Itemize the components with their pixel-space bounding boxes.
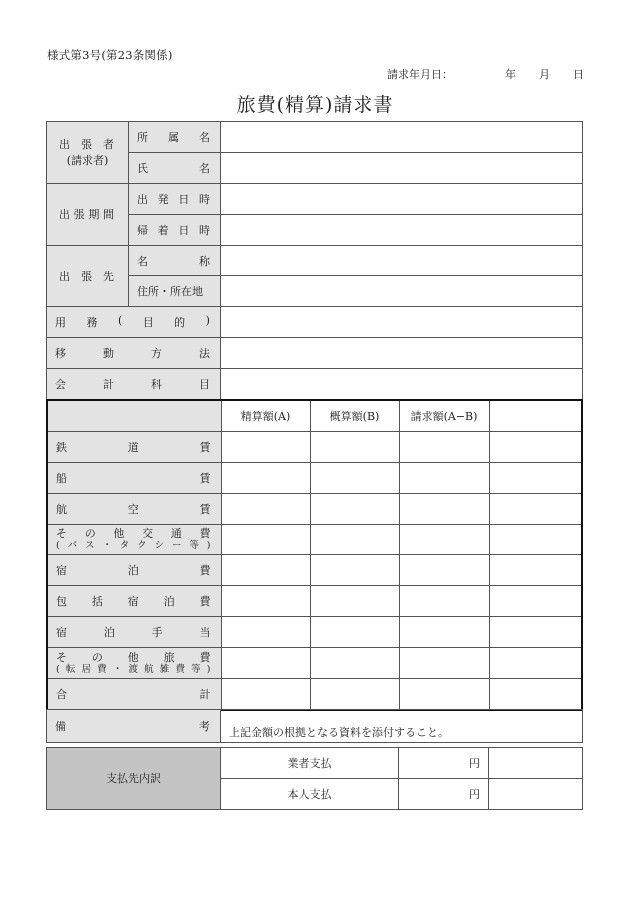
- form-number: 様式第3号(第23条関係): [47, 48, 173, 62]
- payment-breakdown-table: [46, 747, 583, 810]
- cost-row-label: [47, 648, 221, 679]
- label-char: の: [84, 527, 96, 540]
- vendor-payment-extra[interactable]: [489, 748, 583, 779]
- label-char: そ: [56, 527, 67, 540]
- label-char: 称: [199, 254, 210, 268]
- label-char: の: [91, 650, 103, 664]
- label-subchar: ): [206, 540, 211, 551]
- label-char: そ: [56, 650, 67, 664]
- label-subchar: 雑: [159, 663, 170, 675]
- label-char: 氏: [137, 161, 148, 175]
- label-char: 期: [88, 208, 100, 222]
- label-char: 所: [137, 130, 148, 144]
- label-subchar: (: [56, 663, 60, 675]
- label-char: 方: [151, 347, 162, 361]
- label-subchar: ・: [112, 663, 123, 675]
- cost-row: [47, 648, 582, 679]
- label-char: 移: [55, 347, 66, 361]
- label-subchar: タ: [119, 540, 130, 551]
- label-subchar: 渡: [128, 663, 138, 675]
- cost-amount-cell[interactable]: [399, 431, 489, 462]
- label-char: (: [117, 314, 123, 328]
- cost-amount-cell[interactable]: [399, 648, 489, 679]
- cost-amount-cell[interactable]: [489, 493, 582, 524]
- document-title: 旅費(精算)請求書: [236, 94, 394, 116]
- label-char: 張: [81, 269, 92, 283]
- cost-amount-cell[interactable]: [489, 679, 582, 710]
- cost-amount-cell[interactable]: [399, 524, 489, 555]
- label-char: 宿: [56, 564, 67, 578]
- traveler-group-label: [47, 122, 129, 184]
- remarks-note: 上記金額の根拠となる資料を添付すること。: [229, 725, 449, 739]
- cost-row-label: [47, 679, 221, 710]
- label-char: 時: [198, 223, 210, 237]
- purpose-field[interactable]: [221, 307, 583, 338]
- return-field[interactable]: [221, 214, 583, 245]
- date-month-unit: 月: [539, 68, 550, 81]
- cost-amount-cell[interactable]: [399, 555, 489, 586]
- cost-amount-cell[interactable]: [221, 679, 310, 710]
- label-char: 計: [103, 378, 114, 392]
- cost-amount-cell[interactable]: [310, 617, 399, 648]
- cost-amount-cell[interactable]: [489, 648, 582, 679]
- label-char: 着: [157, 223, 169, 237]
- account-field[interactable]: [221, 369, 583, 400]
- affiliation-field[interactable]: [221, 122, 583, 153]
- label-char: 道: [127, 440, 139, 454]
- cost-amount-cell[interactable]: [310, 648, 399, 679]
- payment-breakdown-label: 支払先内訳: [47, 748, 221, 810]
- cost-header-corner: [47, 400, 221, 431]
- cost-amount-cell[interactable]: [310, 462, 399, 493]
- cost-header-row: [47, 400, 582, 431]
- cost-amount-cell[interactable]: [399, 462, 489, 493]
- cost-amount-cell[interactable]: [399, 617, 489, 648]
- self-payment-extra[interactable]: [489, 778, 583, 809]
- label-char: 他: [127, 650, 139, 664]
- label-char: 包: [56, 595, 67, 609]
- purpose-label: [47, 307, 221, 338]
- label-char: 用: [55, 316, 66, 330]
- cost-row-label: [47, 555, 221, 586]
- label-char: 法: [199, 347, 210, 361]
- label-char: 船: [56, 471, 67, 485]
- header-estimated-amount: 概算額(B): [310, 400, 399, 431]
- cost-amount-cell[interactable]: [221, 617, 310, 648]
- cost-amount-cell[interactable]: [489, 555, 582, 586]
- label-subchar: ク: [137, 540, 147, 551]
- label-char: 交: [142, 527, 154, 540]
- cost-amount-cell[interactable]: [399, 493, 489, 524]
- traveler-group-title: [47, 136, 128, 152]
- label-char: 張: [81, 138, 92, 152]
- label-char: 日: [178, 223, 190, 237]
- traveler-group-subtitle: (請求者): [66, 154, 109, 168]
- remarks-table: [46, 709, 583, 743]
- label-char: 名: [199, 161, 210, 175]
- label-subchar: (: [56, 540, 60, 551]
- cost-amount-cell[interactable]: [310, 524, 399, 555]
- cost-row-label: [47, 493, 221, 524]
- label-char: ): [205, 314, 210, 328]
- cost-amount-cell[interactable]: [489, 617, 582, 648]
- label-char: 名: [199, 130, 210, 144]
- cost-table: [46, 399, 583, 711]
- label-subchar: 等: [189, 540, 199, 551]
- self-payment-amount[interactable]: [399, 778, 489, 809]
- yen-unit: 円: [469, 756, 480, 770]
- label-char: 賃: [199, 440, 211, 454]
- remarks-label: [47, 710, 221, 743]
- label-subchar: 航: [144, 663, 154, 675]
- label-char: 帰: [137, 223, 148, 237]
- label-subchar: ス: [84, 540, 95, 551]
- cost-row: [47, 617, 582, 648]
- yen-unit: 円: [469, 787, 480, 801]
- return-label: [129, 214, 221, 245]
- label-char: 名: [137, 254, 148, 268]
- vendor-payment-label: 業者支払: [221, 748, 399, 779]
- label-char: 日: [178, 192, 190, 206]
- destination-address-field[interactable]: [221, 276, 583, 307]
- cost-amount-cell[interactable]: [221, 586, 310, 617]
- cost-amount-cell[interactable]: [221, 493, 310, 524]
- label-char: 計: [199, 687, 211, 701]
- request-date-line: [387, 66, 584, 82]
- label-char: 出: [59, 138, 70, 152]
- cost-amount-cell[interactable]: [221, 555, 310, 586]
- label-char: 動: [103, 347, 114, 361]
- header-request-amount: 請求額(A−B): [399, 400, 489, 431]
- header-settled-amount: 精算額(A): [221, 400, 310, 431]
- cost-amount-cell[interactable]: [221, 462, 310, 493]
- destination-name-label: [129, 245, 221, 276]
- date-day-unit: 日: [573, 68, 584, 81]
- label-char: 出: [59, 269, 70, 283]
- label-subchar: 等: [191, 663, 201, 675]
- label-subchar: ・: [102, 540, 112, 551]
- date-year-unit: 年: [505, 68, 516, 81]
- label-char: 出: [137, 192, 148, 206]
- label-char: 会: [55, 378, 66, 392]
- label-char: 時: [198, 192, 210, 206]
- cost-row-label: [47, 586, 221, 617]
- label-char: 費: [199, 527, 211, 540]
- label-subchar: 居: [81, 663, 92, 675]
- label-subchar: 転: [65, 663, 76, 675]
- transport-label: [47, 338, 221, 369]
- label-char: 宿: [127, 595, 139, 609]
- period-group-label: [47, 183, 129, 245]
- cost-amount-cell[interactable]: [399, 679, 489, 710]
- label-char: 賃: [199, 471, 211, 485]
- cost-row-label: [47, 524, 221, 555]
- label-char: 賃: [199, 502, 211, 516]
- cost-row: [47, 462, 582, 493]
- self-payment-label: 本人支払: [221, 778, 399, 809]
- name-label: [129, 152, 221, 183]
- request-date-label: 請求年月日：: [387, 68, 453, 81]
- label-char: 他: [113, 527, 125, 540]
- label-char: 者: [103, 138, 114, 152]
- label-char: 括: [91, 595, 103, 609]
- cost-row: [47, 555, 582, 586]
- label-char: 旅: [163, 650, 175, 664]
- label-char: 通: [170, 527, 182, 540]
- cost-row: [47, 679, 582, 710]
- destination-group-label: [47, 245, 129, 307]
- header-blank: [489, 400, 582, 431]
- cost-amount-cell[interactable]: [399, 586, 489, 617]
- label-char: 科: [151, 378, 162, 392]
- label-char: 泊: [163, 595, 175, 609]
- label-subchar: 費: [97, 663, 107, 675]
- label-char: 泊: [103, 626, 115, 640]
- account-label: [47, 369, 221, 400]
- cost-row: [47, 586, 582, 617]
- cost-row: [47, 431, 582, 462]
- destination-name-field[interactable]: [221, 245, 583, 276]
- departure-field[interactable]: [221, 183, 583, 214]
- label-char: 考: [199, 719, 210, 733]
- vendor-payment-amount[interactable]: [399, 748, 489, 779]
- cost-amount-cell[interactable]: [310, 586, 399, 617]
- label-char: 的: [174, 316, 186, 330]
- cost-amount-cell[interactable]: [221, 524, 310, 555]
- label-subchar: 費: [175, 663, 185, 675]
- label-char: 泊: [127, 564, 139, 578]
- cost-amount-cell[interactable]: [310, 555, 399, 586]
- cost-row: [47, 493, 582, 524]
- cost-amount-cell[interactable]: [310, 679, 399, 710]
- label-char: 費: [199, 595, 211, 609]
- remarks-field[interactable]: [221, 710, 583, 743]
- destination-address-label: [129, 276, 221, 307]
- label-char: 合: [56, 687, 67, 701]
- label-char: 費: [199, 650, 211, 664]
- cost-amount-cell[interactable]: [489, 586, 582, 617]
- label-char: 務: [86, 316, 98, 330]
- label-char: 航: [56, 502, 67, 516]
- cost-amount-cell[interactable]: [489, 431, 582, 462]
- label-char: 手: [151, 626, 163, 640]
- label-char: 間: [102, 208, 114, 222]
- cost-row-label: [47, 462, 221, 493]
- traveler-info-table: [46, 121, 583, 400]
- label-char: 発: [157, 192, 169, 206]
- label-char: 空: [127, 502, 139, 516]
- label-subchar: ー: [171, 540, 182, 551]
- cost-row: [47, 524, 582, 555]
- label-char: 先: [103, 269, 114, 283]
- label-text: 住所・所在地: [137, 285, 203, 299]
- cost-row-label: [47, 431, 221, 462]
- label-char: 属: [168, 130, 179, 144]
- cost-row-label: [47, 617, 221, 648]
- cost-amount-cell[interactable]: [310, 493, 399, 524]
- label-char: 宿: [56, 626, 67, 640]
- cost-amount-cell[interactable]: [221, 431, 310, 462]
- label-subchar: シ: [154, 540, 165, 551]
- cost-amount-cell[interactable]: [489, 524, 582, 555]
- label-subchar: バ: [67, 540, 78, 551]
- label-char: 目: [142, 316, 154, 330]
- label-char: 張: [73, 208, 85, 222]
- cost-amount-cell[interactable]: [489, 462, 582, 493]
- label-char: 当: [199, 626, 211, 640]
- label-subchar: ): [206, 663, 211, 675]
- name-field[interactable]: [221, 152, 583, 183]
- label-char: 鉄: [56, 440, 67, 454]
- cost-amount-cell[interactable]: [221, 648, 310, 679]
- cost-amount-cell[interactable]: [310, 431, 399, 462]
- affiliation-label: [129, 122, 221, 153]
- label-char: 備: [55, 719, 66, 733]
- label-char: 出: [59, 208, 70, 222]
- label-char: 費: [199, 564, 211, 578]
- transport-field[interactable]: [221, 338, 583, 369]
- departure-label: [129, 183, 221, 214]
- label-char: 目: [199, 378, 210, 392]
